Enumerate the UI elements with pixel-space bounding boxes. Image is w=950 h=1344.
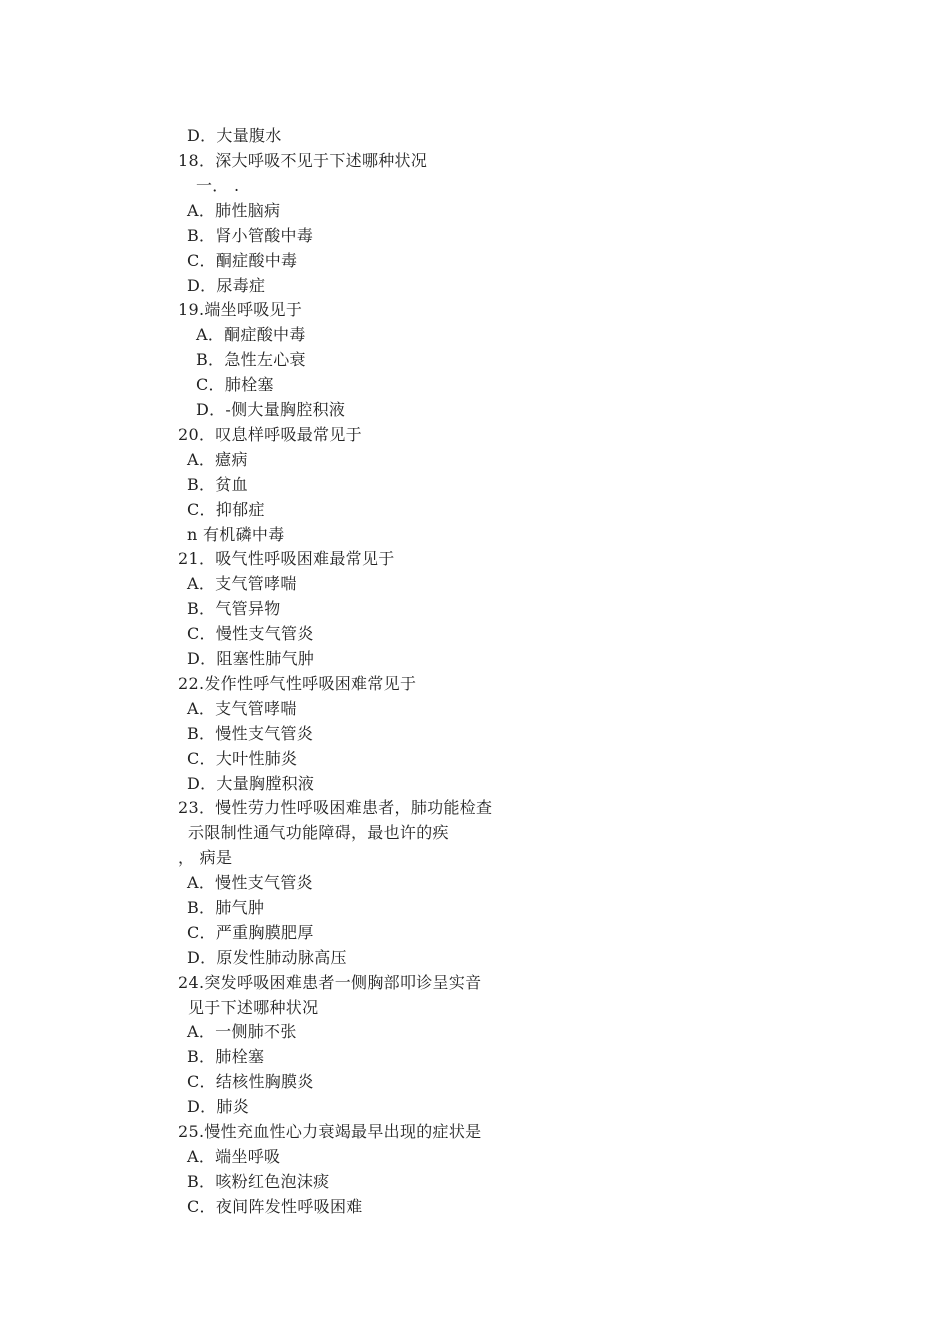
option-line: A．酮症酸中毒 [196,325,306,344]
option-line: C．大叶性肺炎 [187,749,298,768]
option-line: B．贫血 [187,475,248,494]
option-line: B．急性左心衰 [196,350,306,369]
option-line: D．大量腹水 [187,126,282,145]
text-line: 一． . [196,176,240,195]
option-line: D．阻塞性肺气肿 [187,649,315,668]
option-line: A．支气管哮喘 [187,699,297,718]
option-line: A．支气管哮喘 [187,574,297,593]
option-line: B．肺栓塞 [187,1047,265,1066]
option-line: C．结核性胸膜炎 [187,1072,314,1091]
option-line: B．肾小管酸中毒 [187,226,314,245]
option-line: B．肺气肿 [187,898,265,917]
option-line: D．肺炎 [187,1097,250,1116]
option-line: C．肺栓塞 [196,375,274,394]
question-line: 22.发作性呼气性呼吸困难常见于 [178,674,417,693]
option-line: B．咳粉红色泡沫痰 [187,1172,330,1191]
question-line: 20．叹息样呼吸最常见于 [178,425,362,444]
option-line: D．-侧大量胸腔积液 [196,400,346,419]
option-line: n 有机磷中毒 [187,525,285,544]
option-line: D．尿毒症 [187,276,266,295]
question-line: 19.端坐呼吸见于 [178,300,303,319]
question-continuation: 见于下述哪种状况 [188,998,319,1017]
option-line: B．气管异物 [187,599,281,618]
option-line: A．肺性脑病 [187,201,281,220]
question-line: 25.慢性充血性心力衰竭最早出现的症状是 [178,1122,482,1141]
option-line: A．癔病 [187,450,248,469]
option-line: D．原发性肺动脉高压 [187,948,347,967]
option-line: D．大量胸膛积液 [187,774,315,793]
question-line: 23．慢性劳力性呼吸困难患者，肺功能检查 [178,798,493,817]
option-line: C．夜间阵发性呼吸困难 [187,1197,363,1216]
option-line: C．慢性支气管炎 [187,624,314,643]
option-line: C．严重胸膜肥厚 [187,923,314,942]
option-line: A．一侧肺不张 [187,1022,297,1041]
option-line: C．酮症酸中毒 [187,251,298,270]
question-line: 24.突发呼吸困难患者一侧胸部叩诊呈实音 [178,973,482,992]
option-line: A．端坐呼吸 [187,1147,281,1166]
option-line: B．慢性支气管炎 [187,724,314,743]
question-continuation: 示限制性通气功能障碍，最也许的疾 [188,823,449,842]
question-continuation: ， 病是 [178,848,233,867]
question-line: 21．吸气性呼吸困难最常见于 [178,549,395,568]
question-line: 18．深大呼吸不见于下述哪种状况 [178,151,428,170]
option-line: A．慢性支气管炎 [187,873,313,892]
option-line: C．抑郁症 [187,500,265,519]
